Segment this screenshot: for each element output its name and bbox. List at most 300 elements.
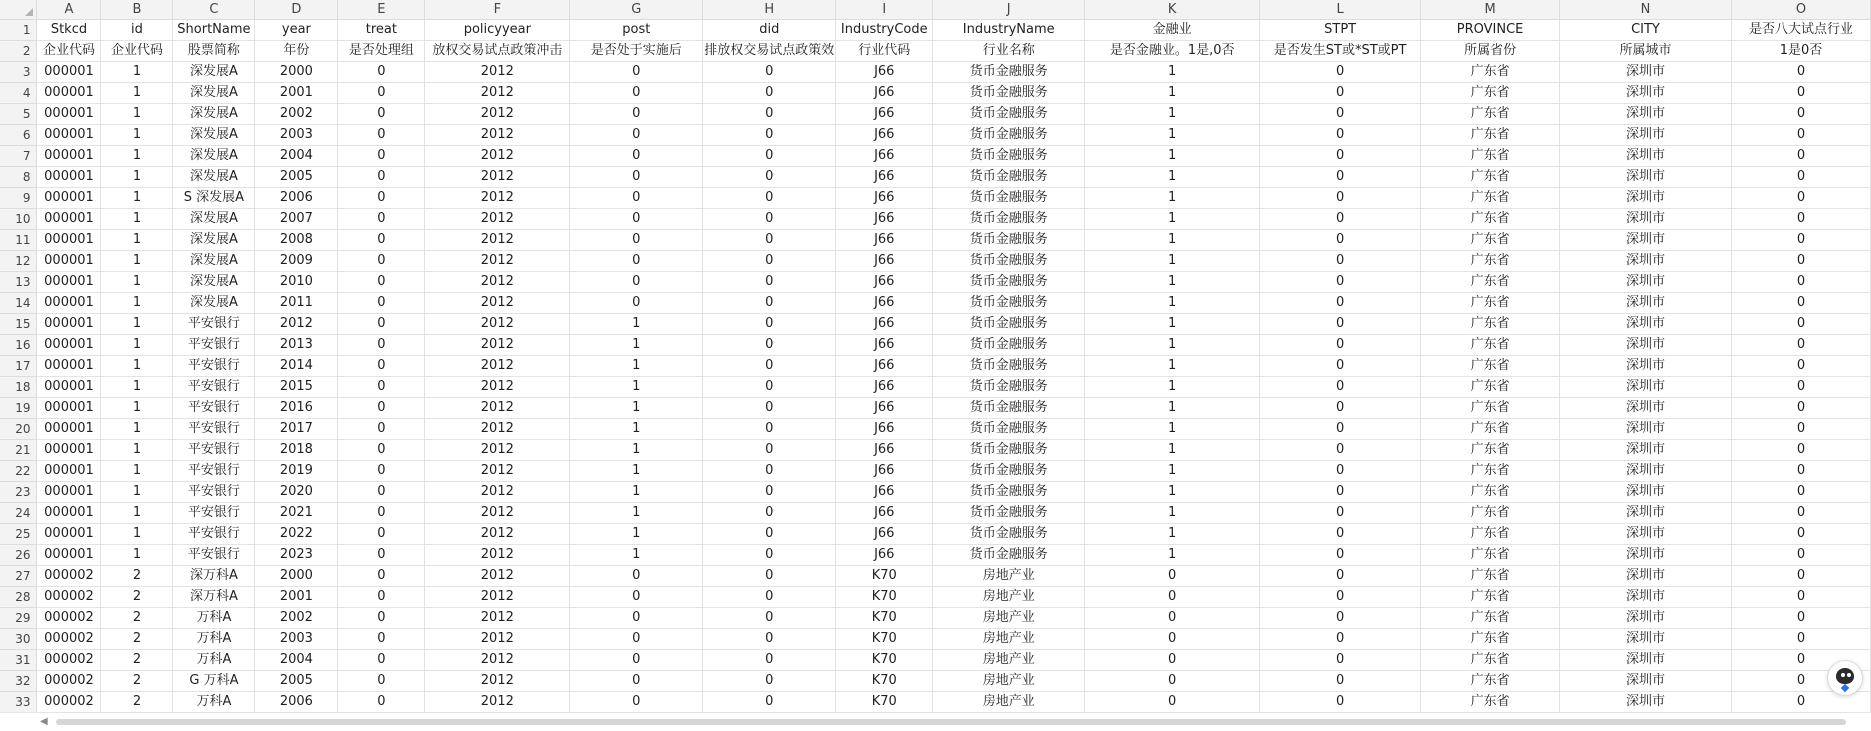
- cell[interactable]: 0: [338, 356, 425, 377]
- row-header[interactable]: 15: [0, 314, 37, 335]
- cell[interactable]: 是否八大试点行业: [1731, 20, 1870, 41]
- cell[interactable]: 货币金融服务: [933, 314, 1085, 335]
- cell[interactable]: 深发展A: [173, 83, 255, 104]
- row-header[interactable]: 29: [0, 608, 37, 629]
- cell[interactable]: 深圳市: [1560, 482, 1732, 503]
- cell[interactable]: 1: [1085, 146, 1260, 167]
- cell[interactable]: 广东省: [1421, 545, 1560, 566]
- cell[interactable]: 1: [101, 125, 173, 146]
- cell[interactable]: 0: [1731, 398, 1870, 419]
- cell[interactable]: 1: [1085, 524, 1260, 545]
- cell[interactable]: 0: [1731, 545, 1870, 566]
- cell[interactable]: 2010: [255, 272, 338, 293]
- cell[interactable]: 2004: [255, 146, 338, 167]
- cell[interactable]: 万科A: [173, 608, 255, 629]
- cell[interactable]: 平安银行: [173, 377, 255, 398]
- cell[interactable]: 0: [570, 209, 703, 230]
- cell[interactable]: 货币金融服务: [933, 503, 1085, 524]
- cell[interactable]: 2005: [255, 167, 338, 188]
- cell[interactable]: 0: [570, 650, 703, 671]
- cell[interactable]: 1: [101, 440, 173, 461]
- cell[interactable]: 2004: [255, 650, 338, 671]
- cell[interactable]: 1: [101, 377, 173, 398]
- cell[interactable]: G 万科A: [173, 671, 255, 692]
- cell[interactable]: 平安银行: [173, 419, 255, 440]
- cell[interactable]: 深圳市: [1560, 566, 1732, 587]
- cell[interactable]: 0: [703, 461, 836, 482]
- row-header[interactable]: 8: [0, 167, 37, 188]
- cell[interactable]: 000001: [37, 272, 101, 293]
- cell[interactable]: 000001: [37, 188, 101, 209]
- cell[interactable]: 1: [101, 251, 173, 272]
- cell[interactable]: 0: [338, 83, 425, 104]
- row-header[interactable]: 5: [0, 104, 37, 125]
- cell[interactable]: 2020: [255, 482, 338, 503]
- cell[interactable]: 000001: [37, 461, 101, 482]
- cell[interactable]: 深圳市: [1560, 650, 1732, 671]
- cell[interactable]: 0: [1731, 188, 1870, 209]
- cell[interactable]: 0: [338, 587, 425, 608]
- cell[interactable]: 广东省: [1421, 293, 1560, 314]
- cell[interactable]: 0: [703, 104, 836, 125]
- cell[interactable]: 0: [703, 692, 836, 713]
- row-header[interactable]: 7: [0, 146, 37, 167]
- cell[interactable]: 广东省: [1421, 146, 1560, 167]
- cell[interactable]: 1: [570, 461, 703, 482]
- cell[interactable]: 2003: [255, 629, 338, 650]
- cell[interactable]: 0: [703, 419, 836, 440]
- cell[interactable]: 0: [338, 146, 425, 167]
- cell[interactable]: 2012: [425, 545, 570, 566]
- cell[interactable]: 0: [1731, 440, 1870, 461]
- cell[interactable]: 2023: [255, 545, 338, 566]
- cell[interactable]: 0: [338, 314, 425, 335]
- cell[interactable]: 2: [101, 608, 173, 629]
- cell[interactable]: 深圳市: [1560, 62, 1732, 83]
- cell[interactable]: 0: [703, 398, 836, 419]
- cell[interactable]: 深发展A: [173, 272, 255, 293]
- cell[interactable]: 1: [101, 188, 173, 209]
- cell[interactable]: 0: [1731, 146, 1870, 167]
- row-header[interactable]: 25: [0, 524, 37, 545]
- cell[interactable]: 0: [703, 146, 836, 167]
- column-header-d[interactable]: D: [255, 0, 338, 20]
- cell[interactable]: 深圳市: [1560, 83, 1732, 104]
- cell[interactable]: 0: [1260, 104, 1421, 125]
- cell[interactable]: 000001: [37, 545, 101, 566]
- cell[interactable]: 0: [338, 230, 425, 251]
- cell[interactable]: 0: [338, 692, 425, 713]
- cell[interactable]: 0: [1260, 62, 1421, 83]
- cell[interactable]: 平安银行: [173, 335, 255, 356]
- cell[interactable]: J66: [836, 545, 933, 566]
- cell[interactable]: 0: [570, 692, 703, 713]
- cell[interactable]: 1: [101, 419, 173, 440]
- cell[interactable]: 0: [338, 566, 425, 587]
- cell[interactable]: 平安银行: [173, 482, 255, 503]
- cell[interactable]: 000001: [37, 482, 101, 503]
- cell[interactable]: 0: [338, 209, 425, 230]
- cell[interactable]: 2006: [255, 188, 338, 209]
- cell[interactable]: 广东省: [1421, 251, 1560, 272]
- cell[interactable]: 2012: [425, 419, 570, 440]
- cell[interactable]: 0: [1260, 188, 1421, 209]
- cell[interactable]: 1: [1085, 83, 1260, 104]
- cell[interactable]: J66: [836, 356, 933, 377]
- cell[interactable]: 0: [338, 293, 425, 314]
- cell[interactable]: 2007: [255, 209, 338, 230]
- cell[interactable]: 深圳市: [1560, 146, 1732, 167]
- row-header[interactable]: 2: [0, 41, 37, 62]
- cell[interactable]: 0: [570, 188, 703, 209]
- cell[interactable]: 2002: [255, 608, 338, 629]
- cell[interactable]: 2011: [255, 293, 338, 314]
- cell[interactable]: 0: [703, 167, 836, 188]
- cell[interactable]: 2015: [255, 377, 338, 398]
- cell[interactable]: 货币金融服务: [933, 545, 1085, 566]
- cell[interactable]: 0: [338, 524, 425, 545]
- cell[interactable]: 货币金融服务: [933, 461, 1085, 482]
- row-header[interactable]: 3: [0, 62, 37, 83]
- cell[interactable]: 0: [1260, 377, 1421, 398]
- cell[interactable]: 0: [570, 83, 703, 104]
- cell[interactable]: 广东省: [1421, 377, 1560, 398]
- cell[interactable]: 广东省: [1421, 482, 1560, 503]
- cell[interactable]: 货币金融服务: [933, 188, 1085, 209]
- cell[interactable]: 1: [570, 314, 703, 335]
- cell[interactable]: 2012: [425, 188, 570, 209]
- cell[interactable]: 年份: [255, 41, 338, 62]
- cell[interactable]: 广东省: [1421, 356, 1560, 377]
- cell[interactable]: post: [570, 20, 703, 41]
- cell[interactable]: J66: [836, 62, 933, 83]
- cell[interactable]: 000002: [37, 587, 101, 608]
- cell[interactable]: 0: [1260, 545, 1421, 566]
- cell[interactable]: J66: [836, 167, 933, 188]
- column-header-n[interactable]: N: [1560, 0, 1732, 20]
- cell[interactable]: 0: [1731, 524, 1870, 545]
- column-header-m[interactable]: M: [1421, 0, 1560, 20]
- cell[interactable]: 广东省: [1421, 566, 1560, 587]
- cell[interactable]: 2: [101, 692, 173, 713]
- cell[interactable]: 1: [101, 83, 173, 104]
- cell[interactable]: Stkcd: [37, 20, 101, 41]
- cell[interactable]: 广东省: [1421, 608, 1560, 629]
- cell[interactable]: 000001: [37, 377, 101, 398]
- cell[interactable]: 广东省: [1421, 62, 1560, 83]
- cell[interactable]: 2012: [425, 524, 570, 545]
- cell[interactable]: 1: [101, 545, 173, 566]
- cell[interactable]: 1: [1085, 356, 1260, 377]
- cell[interactable]: 2012: [425, 377, 570, 398]
- cell[interactable]: J66: [836, 461, 933, 482]
- cell[interactable]: 1: [101, 167, 173, 188]
- cell[interactable]: STPT: [1260, 20, 1421, 41]
- cell[interactable]: 2012: [425, 629, 570, 650]
- cell[interactable]: 0: [1260, 629, 1421, 650]
- cell[interactable]: 2012: [425, 650, 570, 671]
- cell[interactable]: 1: [101, 314, 173, 335]
- cell[interactable]: 广东省: [1421, 629, 1560, 650]
- cell[interactable]: 深圳市: [1560, 377, 1732, 398]
- cell[interactable]: 0: [338, 398, 425, 419]
- cell[interactable]: 0: [1260, 608, 1421, 629]
- cell[interactable]: 1: [1085, 440, 1260, 461]
- cell[interactable]: 1: [1085, 398, 1260, 419]
- cell[interactable]: 0: [1731, 608, 1870, 629]
- cell[interactable]: 0: [570, 146, 703, 167]
- cell[interactable]: 2012: [255, 314, 338, 335]
- cell[interactable]: 房地产业: [933, 608, 1085, 629]
- cell[interactable]: 房地产业: [933, 587, 1085, 608]
- cell[interactable]: 深圳市: [1560, 335, 1732, 356]
- cell[interactable]: 货币金融服务: [933, 356, 1085, 377]
- cell[interactable]: 广东省: [1421, 671, 1560, 692]
- cell[interactable]: 2012: [425, 587, 570, 608]
- cell[interactable]: 2012: [425, 440, 570, 461]
- cell[interactable]: 1: [101, 104, 173, 125]
- cell[interactable]: 000001: [37, 524, 101, 545]
- cell[interactable]: 0: [570, 293, 703, 314]
- cell[interactable]: 0: [1260, 314, 1421, 335]
- cell[interactable]: 1: [570, 398, 703, 419]
- row-header[interactable]: 26: [0, 545, 37, 566]
- cell[interactable]: 2012: [425, 692, 570, 713]
- cell[interactable]: 2: [101, 566, 173, 587]
- cell[interactable]: 广东省: [1421, 83, 1560, 104]
- cell[interactable]: 0: [703, 440, 836, 461]
- cell[interactable]: 货币金融服务: [933, 377, 1085, 398]
- cell[interactable]: 0: [1731, 566, 1870, 587]
- cell[interactable]: id: [101, 20, 173, 41]
- cell[interactable]: 0: [1260, 146, 1421, 167]
- cell[interactable]: 0: [703, 314, 836, 335]
- cell[interactable]: 1: [1085, 167, 1260, 188]
- cell[interactable]: 0: [1731, 671, 1870, 692]
- cell[interactable]: 深圳市: [1560, 671, 1732, 692]
- cell[interactable]: 0: [1260, 503, 1421, 524]
- cell[interactable]: 0: [1731, 293, 1870, 314]
- row-header[interactable]: 9: [0, 188, 37, 209]
- cell[interactable]: 0: [1260, 272, 1421, 293]
- cell[interactable]: 0: [703, 524, 836, 545]
- cell[interactable]: J66: [836, 83, 933, 104]
- cell[interactable]: 2012: [425, 503, 570, 524]
- cell[interactable]: 深圳市: [1560, 692, 1732, 713]
- cell[interactable]: 1: [570, 503, 703, 524]
- cell[interactable]: 2017: [255, 419, 338, 440]
- cell[interactable]: 1: [1085, 314, 1260, 335]
- cell[interactable]: 0: [1085, 650, 1260, 671]
- cell[interactable]: 货币金融服务: [933, 440, 1085, 461]
- cell[interactable]: 深圳市: [1560, 188, 1732, 209]
- cell[interactable]: 货币金融服务: [933, 251, 1085, 272]
- cell[interactable]: 0: [703, 356, 836, 377]
- cell[interactable]: 000001: [37, 440, 101, 461]
- cell[interactable]: 深圳市: [1560, 461, 1732, 482]
- scroll-left-arrow-icon[interactable]: ◀: [40, 716, 48, 727]
- row-header[interactable]: 21: [0, 440, 37, 461]
- cell[interactable]: 2003: [255, 125, 338, 146]
- cell[interactable]: 0: [1085, 671, 1260, 692]
- cell[interactable]: 2016: [255, 398, 338, 419]
- cell[interactable]: 0: [1731, 125, 1870, 146]
- cell[interactable]: 深发展A: [173, 167, 255, 188]
- cell[interactable]: 广东省: [1421, 503, 1560, 524]
- cell[interactable]: 货币金融服务: [933, 335, 1085, 356]
- cell[interactable]: 0: [1085, 608, 1260, 629]
- row-header[interactable]: 19: [0, 398, 37, 419]
- cell[interactable]: 0: [1731, 377, 1870, 398]
- cell[interactable]: 是否金融业。1是,0否: [1085, 41, 1260, 62]
- cell[interactable]: 0: [1260, 587, 1421, 608]
- cell[interactable]: 1: [101, 524, 173, 545]
- select-all-corner[interactable]: [0, 0, 37, 20]
- cell[interactable]: 0: [570, 671, 703, 692]
- row-header[interactable]: 20: [0, 419, 37, 440]
- cell[interactable]: 货币金融服务: [933, 230, 1085, 251]
- cell[interactable]: 2001: [255, 83, 338, 104]
- cell[interactable]: 0: [1731, 356, 1870, 377]
- cell[interactable]: treat: [338, 20, 425, 41]
- cell[interactable]: J66: [836, 398, 933, 419]
- cell[interactable]: 1: [101, 335, 173, 356]
- cell[interactable]: 1: [101, 482, 173, 503]
- cell[interactable]: 0: [338, 251, 425, 272]
- cell[interactable]: 货币金融服务: [933, 524, 1085, 545]
- cell[interactable]: 广东省: [1421, 587, 1560, 608]
- cell[interactable]: 1: [1085, 335, 1260, 356]
- cell[interactable]: J66: [836, 251, 933, 272]
- cell[interactable]: 是否发生ST或*ST或PT: [1260, 41, 1421, 62]
- cell[interactable]: 广东省: [1421, 440, 1560, 461]
- cell[interactable]: 0: [1260, 335, 1421, 356]
- row-header[interactable]: 13: [0, 272, 37, 293]
- cell[interactable]: 货币金融服务: [933, 125, 1085, 146]
- cell[interactable]: 2021: [255, 503, 338, 524]
- cell[interactable]: 广东省: [1421, 650, 1560, 671]
- row-header[interactable]: 23: [0, 482, 37, 503]
- cell[interactable]: 万科A: [173, 629, 255, 650]
- cell[interactable]: 0: [570, 608, 703, 629]
- cell[interactable]: 1: [1085, 503, 1260, 524]
- row-header[interactable]: 14: [0, 293, 37, 314]
- cell[interactable]: 2012: [425, 398, 570, 419]
- cell[interactable]: 0: [570, 566, 703, 587]
- cell[interactable]: 1: [570, 524, 703, 545]
- cell[interactable]: 深圳市: [1560, 587, 1732, 608]
- cell[interactable]: 万科A: [173, 650, 255, 671]
- cell[interactable]: 0: [338, 188, 425, 209]
- cell[interactable]: 0: [1260, 692, 1421, 713]
- row-header[interactable]: 28: [0, 587, 37, 608]
- cell[interactable]: 0: [338, 377, 425, 398]
- cell[interactable]: 广东省: [1421, 692, 1560, 713]
- cell[interactable]: 广东省: [1421, 209, 1560, 230]
- cell[interactable]: 1: [1085, 545, 1260, 566]
- cell[interactable]: 000001: [37, 167, 101, 188]
- cell[interactable]: 深圳市: [1560, 524, 1732, 545]
- cell[interactable]: 平安银行: [173, 524, 255, 545]
- cell[interactable]: 深圳市: [1560, 272, 1732, 293]
- cell[interactable]: 0: [1731, 419, 1870, 440]
- column-header-j[interactable]: J: [933, 0, 1085, 20]
- cell[interactable]: IndustryName: [933, 20, 1085, 41]
- cell[interactable]: 000001: [37, 335, 101, 356]
- cell[interactable]: 0: [1260, 167, 1421, 188]
- cell[interactable]: 深圳市: [1560, 230, 1732, 251]
- cell[interactable]: 0: [1085, 566, 1260, 587]
- cell[interactable]: 0: [703, 83, 836, 104]
- cell[interactable]: 0: [1260, 293, 1421, 314]
- cell[interactable]: did: [703, 20, 836, 41]
- cell[interactable]: 股票简称: [173, 41, 255, 62]
- cell[interactable]: 深圳市: [1560, 629, 1732, 650]
- row-header[interactable]: 32: [0, 671, 37, 692]
- cell[interactable]: 1: [570, 356, 703, 377]
- cell[interactable]: K70: [836, 671, 933, 692]
- cell[interactable]: 0: [1260, 209, 1421, 230]
- row-header[interactable]: 18: [0, 377, 37, 398]
- row-header[interactable]: 24: [0, 503, 37, 524]
- cell[interactable]: 2012: [425, 209, 570, 230]
- cell[interactable]: 000001: [37, 398, 101, 419]
- cell[interactable]: IndustryCode: [836, 20, 933, 41]
- cell[interactable]: 所属城市: [1560, 41, 1732, 62]
- cell[interactable]: 0: [570, 167, 703, 188]
- row-header[interactable]: 31: [0, 650, 37, 671]
- cell[interactable]: 0: [338, 461, 425, 482]
- cell[interactable]: 0: [1731, 62, 1870, 83]
- cell[interactable]: J66: [836, 335, 933, 356]
- cell[interactable]: 0: [1260, 356, 1421, 377]
- cell[interactable]: 货币金融服务: [933, 419, 1085, 440]
- cell[interactable]: 0: [338, 335, 425, 356]
- cell[interactable]: 行业代码: [836, 41, 933, 62]
- column-header-a[interactable]: A: [37, 0, 101, 20]
- cell[interactable]: 0: [338, 125, 425, 146]
- column-header-c[interactable]: C: [173, 0, 255, 20]
- cell[interactable]: 2006: [255, 692, 338, 713]
- cell[interactable]: 深万科A: [173, 587, 255, 608]
- cell[interactable]: J66: [836, 524, 933, 545]
- cell[interactable]: 000001: [37, 62, 101, 83]
- cell[interactable]: 深圳市: [1560, 251, 1732, 272]
- cell[interactable]: 0: [1260, 671, 1421, 692]
- cell[interactable]: 深圳市: [1560, 398, 1732, 419]
- cell[interactable]: 0: [703, 671, 836, 692]
- cell[interactable]: year: [255, 20, 338, 41]
- cell[interactable]: 2012: [425, 272, 570, 293]
- cell[interactable]: K70: [836, 650, 933, 671]
- cell[interactable]: 广东省: [1421, 461, 1560, 482]
- cell[interactable]: 0: [1731, 503, 1870, 524]
- cell[interactable]: 1: [101, 209, 173, 230]
- cell[interactable]: 2014: [255, 356, 338, 377]
- cell[interactable]: 0: [1731, 314, 1870, 335]
- cell[interactable]: 深圳市: [1560, 545, 1732, 566]
- cell[interactable]: 广东省: [1421, 524, 1560, 545]
- cell[interactable]: 0: [338, 650, 425, 671]
- cell[interactable]: J66: [836, 125, 933, 146]
- cell[interactable]: CITY: [1560, 20, 1732, 41]
- cell[interactable]: 0: [1731, 83, 1870, 104]
- row-header[interactable]: 11: [0, 230, 37, 251]
- cell[interactable]: 深发展A: [173, 251, 255, 272]
- cell[interactable]: 000001: [37, 104, 101, 125]
- cell[interactable]: 0: [1260, 230, 1421, 251]
- cell[interactable]: 广东省: [1421, 104, 1560, 125]
